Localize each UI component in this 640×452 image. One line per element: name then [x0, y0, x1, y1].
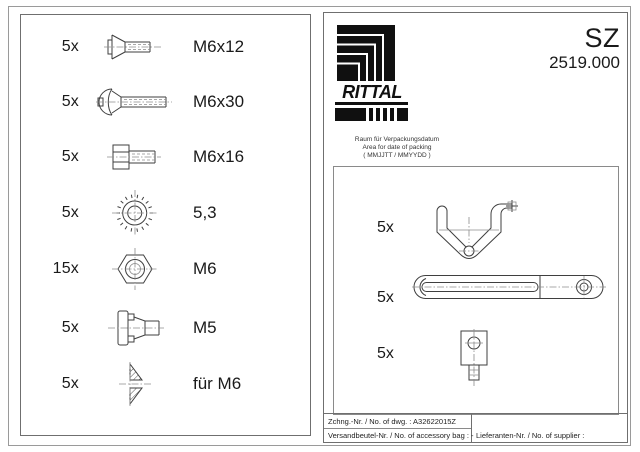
size-label: M6x30 — [193, 92, 245, 111]
size-label: M6x16 — [193, 147, 245, 166]
oval-head-screw-icon — [79, 87, 191, 117]
quantity-label: 5x — [377, 289, 394, 306]
drawing-number-label: Zchng.-Nr. / No. of dwg. : — [328, 417, 412, 426]
quantity-label: 5x — [61, 375, 79, 392]
link-strap-icon — [412, 272, 606, 302]
quantity-label: 15x — [52, 260, 79, 277]
rittal-emblem-icon — [337, 25, 395, 81]
size-label: 5,3 — [193, 203, 217, 222]
quantity-label: 5x — [377, 345, 394, 362]
list-item — [21, 79, 310, 125]
parts-box — [333, 166, 619, 415]
packing-note-format: ( MMJJTT / MMYYDD ) — [363, 152, 431, 159]
brand-rule — [335, 102, 408, 105]
quantity-label: 5x — [61, 93, 79, 110]
list-item — [21, 190, 310, 236]
size-label: M6x12 — [193, 37, 245, 56]
size-label: M5 — [193, 318, 217, 337]
quantity-label: 5x — [61, 204, 79, 221]
conical-washer-section-icon — [79, 362, 191, 406]
size-label: M6 — [193, 259, 217, 278]
accessory-bag-row: Versandbeutel-Nr. / No. of accessory bag : - — [328, 431, 474, 440]
quantity-label: 5x — [377, 219, 394, 236]
clamping-piece-icon — [79, 306, 191, 350]
spacer-block-icon — [454, 329, 494, 387]
hex-bolt-icon — [79, 142, 191, 172]
list-item — [21, 305, 310, 351]
drawing-number-row — [328, 417, 456, 426]
list-item — [21, 24, 310, 70]
title-block-row-divider — [324, 428, 471, 429]
hex-nut-icon — [79, 248, 191, 290]
title-panel — [323, 12, 628, 443]
supplier-row: Lieferanten-Nr. / No. of supplier : — [476, 431, 585, 440]
brand-wordmark: RITTAL — [342, 82, 402, 102]
title-block — [324, 413, 627, 443]
packing-date-note — [342, 136, 452, 160]
product-code: SZ — [584, 23, 620, 53]
packing-note-en: Area for date of packing — [362, 144, 432, 151]
list-item — [21, 246, 310, 292]
countersunk-screw-icon — [79, 33, 191, 61]
clamp-bracket-icon — [426, 199, 520, 267]
quantity-label: 5x — [61, 319, 79, 336]
list-item — [21, 134, 310, 180]
drawing-number-value: A32622015Z — [413, 417, 456, 426]
quantity-label: 5x — [61, 38, 79, 55]
hardware-list-panel — [20, 14, 311, 436]
serrated-lock-washer-icon — [79, 190, 191, 236]
size-label: für M6 — [193, 374, 242, 393]
packing-note-de: Raum für Verpackungsdatum — [354, 136, 440, 143]
list-item — [21, 361, 310, 407]
quantity-label: 5x — [61, 148, 79, 165]
brand-barcode-bar — [335, 108, 408, 121]
product-number: 2519.000 — [549, 53, 620, 72]
